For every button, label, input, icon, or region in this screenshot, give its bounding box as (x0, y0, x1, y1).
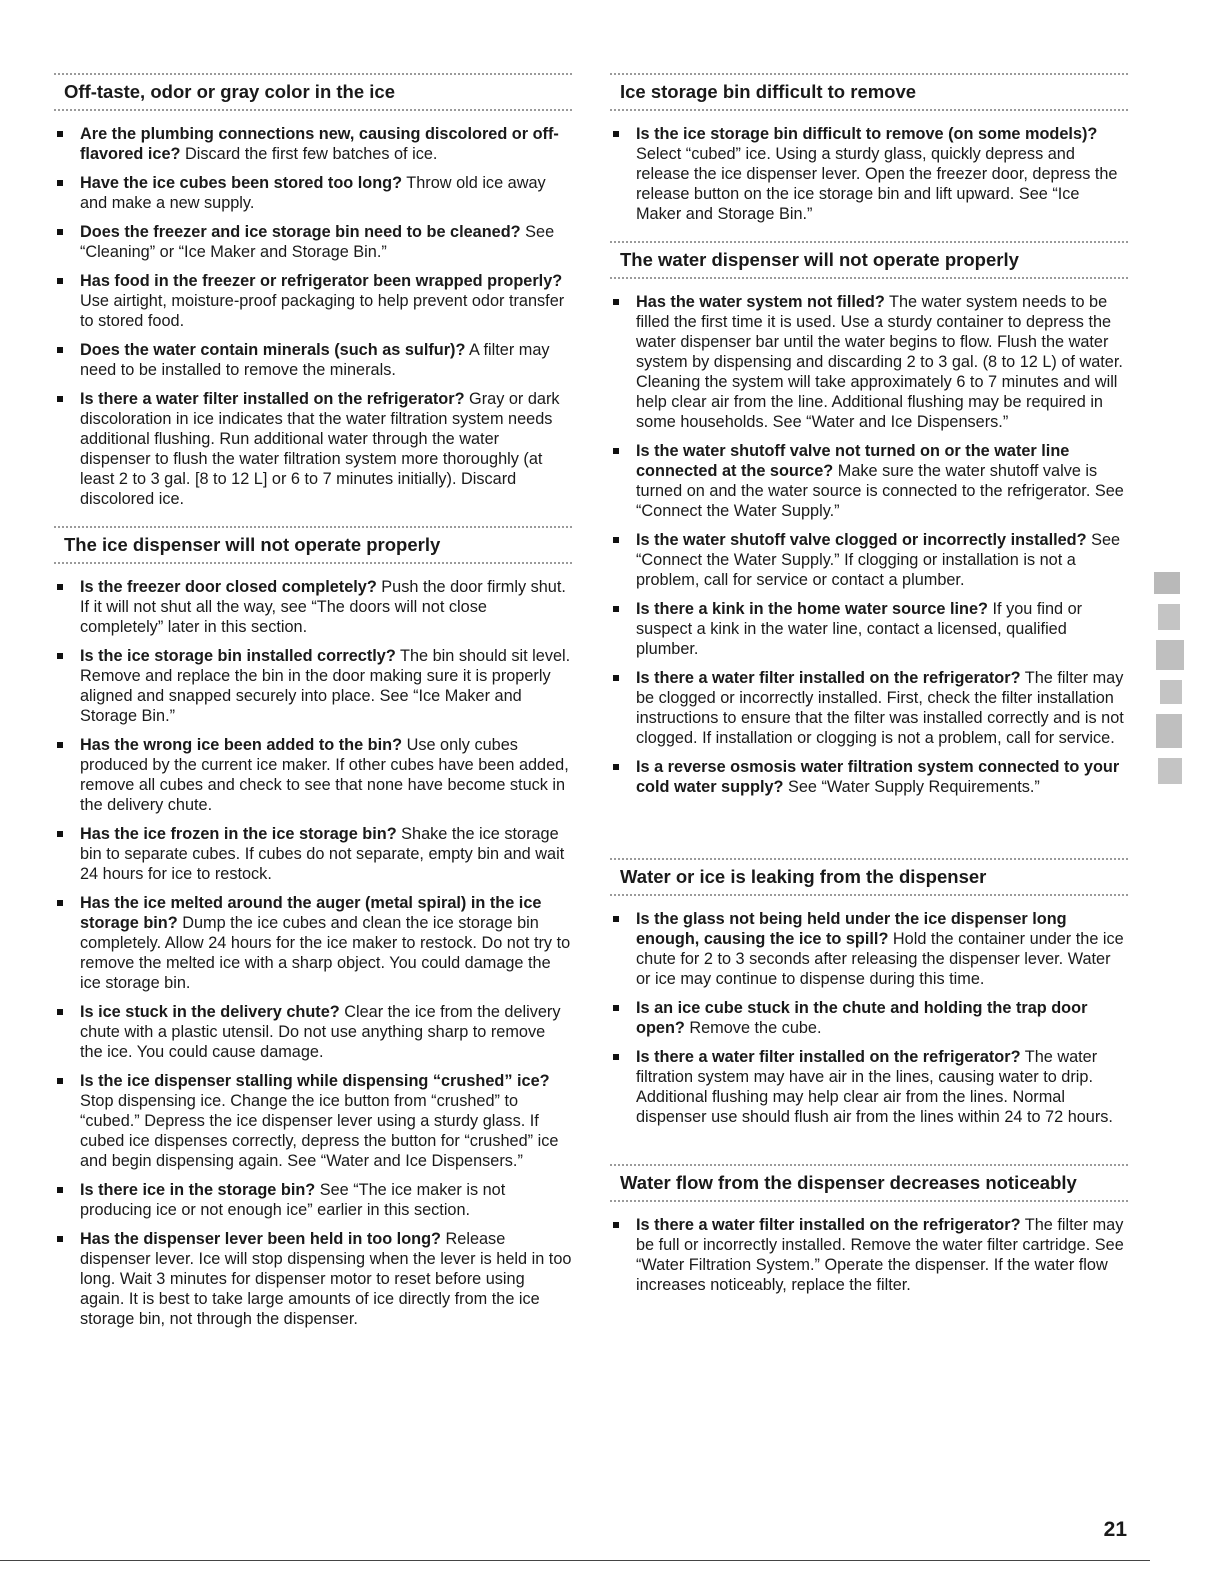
question: Is the ice storage bin difficult to remove (on some models)? (636, 125, 1098, 143)
list-item (54, 646, 572, 726)
question: Is the water shutoff valve not turned on or the water line connected at the source? (636, 442, 1070, 480)
section-header (610, 1164, 1128, 1202)
list-item (54, 124, 572, 164)
answer: Select “cubed” ice. Using a sturdy glass, quickly depress and release the ice dispenser lever. Open the freezer door, depress the release button on the ice storage bin and lift upward. See “Ice Maker and Storage Bin.” (636, 145, 1118, 223)
question: Is a reverse osmosis water filtration system connected to your cold water supply? (636, 758, 1120, 796)
list-item (54, 1229, 572, 1329)
answer: The filter may be full or incorrectly installed. Remove the water filter cartridge. See “Water Filtration System.” Operate the dispenser. If the water flow increases noticeably, replace the filter. (636, 1216, 1124, 1294)
list-item (54, 271, 572, 331)
question: Is there a kink in the home water source line? (636, 600, 988, 618)
list-item (54, 824, 572, 884)
answer: Discard the first few batches of ice. (180, 145, 438, 163)
list-item (610, 292, 1128, 432)
section (610, 241, 1128, 806)
question: Has the wrong ice been added to the bin? (80, 736, 403, 754)
answer: Stop dispensing ice. Change the ice button from “crushed” to “cubed.” Depress the ice dispenser lever using a sturdy glass. If cubed ice dispenses correctly, depress the button for “crushed” ice and begin dispensing again. See “Water and Ice Dispensers.” (80, 1092, 559, 1170)
answer: Hold the container under the ice chute for 2 to 3 seconds after releasing the dispenser lever. Water or ice may continue to dispense during this time. (636, 930, 1124, 988)
answer: Push the door firmly shut. If it will not shut all the way, see “The doors will not close completely” later in this section. (80, 578, 566, 636)
answer: See “Connect the Water Supply.” If clogging or installation is not a problem, call for service or contact a plumber. (636, 531, 1121, 589)
answer: See “The ice maker is not producing ice or not enough ice” earlier in this section. (80, 1181, 506, 1219)
answer: The filter may be clogged or incorrectly installed. First, check the filter installation instructions to ensure that the filter was installed correctly and is not clogged. If installation or clogging is not a problem, call for service. (636, 669, 1124, 747)
item-list (54, 577, 572, 1329)
list-item (610, 1215, 1128, 1295)
question: Is the glass not being held under the ice dispenser long enough, causing the ice to spill? (636, 910, 1067, 948)
section-title: Water or ice is leaking from the dispenser (620, 866, 987, 887)
question: Has the dispenser lever been held in too long? (80, 1230, 441, 1248)
item-list (610, 124, 1128, 224)
list-item (54, 577, 572, 637)
divider (610, 277, 1128, 279)
question: Is there a water filter installed on the refrigerator? (636, 1048, 1021, 1066)
question: Is there a water filter installed on the refrigerator? (636, 669, 1021, 687)
question: Is the freezer door closed completely? (80, 578, 377, 596)
answer: The bin should sit level. Remove and replace the bin in the door making sure it is properly aligned and snapped securely into place. See “Ice Maker and Storage Bin.” (80, 647, 571, 725)
question: Has the water system not filled? (636, 293, 885, 311)
section (610, 73, 1128, 233)
list-item (54, 389, 572, 509)
question: Has food in the freezer or refrigerator been wrapped properly? (80, 272, 563, 290)
section-header (610, 241, 1128, 279)
item-list (610, 909, 1128, 1127)
section-title: Off-taste, odor or gray color in the ice (64, 81, 395, 102)
section (54, 526, 572, 1338)
question: Are the plumbing connections new, causing discolored or off-flavored ice? (80, 125, 559, 163)
answer: Gray or dark discoloration in ice indicates that the water filtration system needs additional flushing. Run additional water through the water dispenser to flush the water filtration system more thoroughly (at least 2 to 3 gal. [8 to 12 L] or 6 to 7 minutes initially). Discard discolored ice. (80, 390, 560, 508)
question: Have the ice cubes been stored too long? (80, 174, 403, 192)
list-item (54, 893, 572, 993)
answer: Throw old ice away and make a new supply. (80, 174, 546, 212)
question: Is an ice cube stuck in the chute and holding the trap door open? (636, 999, 1088, 1037)
divider (54, 109, 572, 111)
answer: Clear the ice from the delivery chute with a plastic utensil. Do not use anything sharp to remove the ice. You could cause damage. (80, 1003, 561, 1061)
list-item (610, 599, 1128, 659)
section (610, 858, 1128, 1136)
question: Is the ice dispenser stalling while dispensing “crushed” ice? (80, 1072, 550, 1090)
list-item (610, 1047, 1128, 1127)
section-title: Ice storage bin difficult to remove (620, 81, 917, 102)
section-header (610, 73, 1128, 111)
list-item (610, 124, 1128, 224)
list-item (54, 1071, 572, 1171)
divider (610, 109, 1128, 111)
answer: Use airtight, moisture-proof packaging to help prevent odor transfer to stored food. (80, 292, 565, 330)
answer: A filter may need to be installed to remove the minerals. (80, 341, 550, 379)
item-list (54, 124, 572, 509)
answer: The water system needs to be filled the first time it is used. Use a sturdy container to depress the water dispenser bar until the water begins to flow. Flush the water system by dispensing and discarding 2 to 3 gal. (8 to 12 L) of water. Cleaning the system will take approximately 6 to 7 minutes and will help clear air from the line. Additional flushing may be required in some households. See “Water and Ice Dispensers.” (636, 293, 1123, 431)
section (610, 1164, 1128, 1304)
answer: The water filtration system may have air in the lines, causing water to drip. Additional flushing may help clear air from the lines. Normal dispenser use should flush air from the lines within 24 to 72 hours. (636, 1048, 1113, 1126)
question: Is the water shutoff valve clogged or incorrectly installed? (636, 531, 1087, 549)
section (54, 73, 572, 518)
list-item (54, 340, 572, 380)
scan-artifact (1150, 568, 1188, 790)
list-item (610, 441, 1128, 521)
answer: Shake the ice storage bin to separate cubes. If cubes do not separate, empty bin and wait 24 hours for ice to restock. (80, 825, 565, 883)
list-item (54, 1180, 572, 1220)
question: Has the ice melted around the auger (metal spiral) in the ice storage bin? (80, 894, 542, 932)
divider (610, 1200, 1128, 1202)
list-item (610, 909, 1128, 989)
section-title: The water dispenser will not operate properly (620, 249, 1019, 270)
question: Is the ice storage bin installed correctly? (80, 647, 396, 665)
section-header (54, 73, 572, 111)
item-list (610, 292, 1128, 797)
list-item (54, 173, 572, 213)
answer: Use only cubes produced by the current ice maker. If other cubes have been added, remove all cubes and check to see that none have become stuck in the delivery chute. (80, 736, 569, 814)
list-item (610, 998, 1128, 1038)
list-item (610, 530, 1128, 590)
question: Does the water contain minerals (such as sulfur)? (80, 341, 466, 359)
question: Does the freezer and ice storage bin need to be cleaned? (80, 223, 521, 241)
answer: Dump the ice cubes and clean the ice storage bin completely. Allow 24 hours for the ice maker to restock. Do not try to remove the melted ice with a sharp object. You could damage the ice storage bin. (80, 914, 571, 992)
section-header (54, 526, 572, 564)
list-item (54, 735, 572, 815)
list-item (54, 222, 572, 262)
divider (610, 894, 1128, 896)
answer: If you find or suspect a kink in the water line, contact a licensed, qualified plumber. (636, 600, 1083, 658)
answer: Remove the cube. (684, 1019, 822, 1037)
divider (54, 562, 572, 564)
question: Has the ice frozen in the ice storage bin? (80, 825, 397, 843)
item-list (610, 1215, 1128, 1295)
page-number: 21 (1103, 1518, 1127, 1541)
answer: See “Cleaning” or “Ice Maker and Storage Bin.” (80, 223, 555, 261)
bottom-rule (0, 1560, 1150, 1561)
answer: See “Water Supply Requirements.” (783, 778, 1040, 796)
question: Is ice stuck in the delivery chute? (80, 1003, 340, 1021)
question: Is there ice in the storage bin? (80, 1181, 316, 1199)
section-title: Water flow from the dispenser decreases noticeably (620, 1172, 1077, 1193)
list-item (610, 757, 1128, 797)
section-header (610, 858, 1128, 896)
section-title: The ice dispenser will not operate properly (64, 534, 441, 555)
question: Is there a water filter installed on the refrigerator? (636, 1216, 1021, 1234)
list-item (610, 668, 1128, 748)
answer: Release dispenser lever. Ice will stop dispensing when the lever is held in too long. Wait 3 minutes for dispenser motor to reset before using again. It is best to take large amounts of ice directly from the ice storage bin, not through the dispenser. (80, 1230, 572, 1328)
answer: Make sure the water shutoff valve is turned on and the water source is connected to the refrigerator. See “Connect the Water Supply.” (636, 462, 1124, 520)
question: Is there a water filter installed on the refrigerator? (80, 390, 465, 408)
list-item (54, 1002, 572, 1062)
